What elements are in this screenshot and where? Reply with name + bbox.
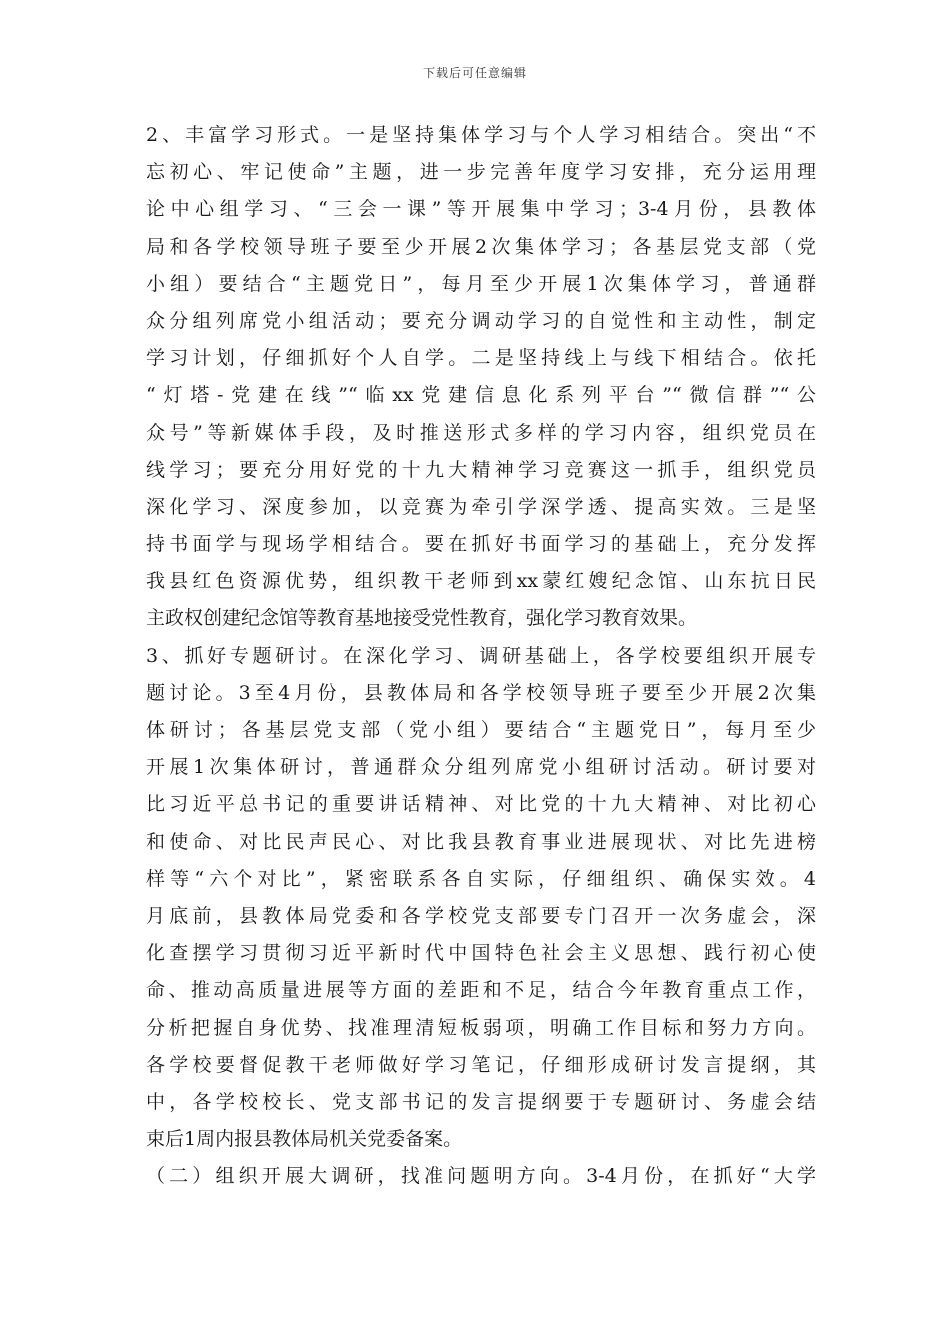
- text-line: 我县红色资源优势，组织教干老师到xx蒙红嫂纪念馆、山东抗日民: [146, 570, 816, 593]
- text-line: 和使命、对比民声民心、对比我县教育事业进展现状、对比先进榜: [146, 830, 816, 853]
- text-line: 持书面学与现场学相结合。要在抓好书面学习的基础上，充分发挥: [146, 533, 816, 556]
- text-line: 深化学习、深度参加，以竞赛为牵引学深学透、提高实效。三是坚: [146, 495, 816, 518]
- text-line: 2、丰富学习形式。一是坚持集体学习与个人学习相结合。突出“不: [146, 124, 816, 146]
- text-line: “灯塔-党建在线”“临xx党建信息化系列平台”“微信群”“公: [146, 384, 816, 407]
- text-line: 化查摆学习贯彻习近平新时代中国特色社会主义思想、践行初心使: [146, 942, 816, 965]
- document-body: [146, 117, 816, 1195]
- text-line: 各学校要督促教干老师做好学习笔记，仔细形成研讨发言提纲，其: [146, 1053, 816, 1076]
- text-line: 众号”等新媒体手段，及时推送形式多样的学习内容，组织党员在: [146, 421, 816, 444]
- text-line: 论中心组学习、“三会一课”等开展集中学习；3-4月份，县教体: [146, 198, 816, 221]
- text-line: 分析把握自身优势、找准理清短板弱项，明确工作目标和努力方向。: [146, 1016, 816, 1039]
- text-line: 体研讨；各基层党支部（党小组）要结合“主题党日”，每月至少: [146, 719, 816, 741]
- text-line: 众分组列席党小组活动；要充分调动学习的自觉性和主动性，制定: [146, 309, 816, 332]
- text-line: 忘初心、牢记使命”主题，进一步完善年度学习安排，充分运用理: [146, 161, 816, 184]
- text-line: 小组）要结合“主题党日”，每月至少开展1次集体学习，普通群: [146, 272, 816, 295]
- text-line: 线学习；要充分用好党的十九大精神学习竞赛这一抓手，组织党员: [146, 458, 816, 481]
- text-line: 样等“六个对比”，紧密联系各自实际，仔细组织、确保实效。4: [146, 867, 816, 890]
- text-line: 题讨论。3至4月份，县教体局和各学校领导班子要至少开展2次集: [146, 681, 816, 704]
- text-line: 主政权创建纪念馆等教育基地接受党性教育，强化学习教育效果。: [146, 607, 698, 630]
- text-line: （二）组织开展大调研，找准问题明方向。3-4月份，在抓好“大学: [146, 1165, 816, 1188]
- text-line: 学习计划，仔细抓好个人自学。二是坚持线上与线下相结合。依托: [146, 347, 816, 370]
- text-line: 束后1周内报县教体局机关党委备案。: [146, 1128, 463, 1151]
- text-line: 开展1次集体研讨，普通群众分组列席党小组研讨活动。研讨要对: [146, 756, 816, 779]
- text-line: 3、抓好专题研讨。在深化学习、调研基础上，各学校要组织开展专: [146, 644, 816, 667]
- text-line: 月底前，县教体局党委和各学校党支部要专门召开一次务虚会，深: [146, 904, 816, 927]
- text-line: 比习近平总书记的重要讲话精神、对比党的十九大精神、对比初心: [146, 793, 816, 816]
- page-header: 下载后可任意编辑: [422, 66, 527, 80]
- text-line: 命、推动高质量进展等方面的差距和不足，结合今年教育重点工作，: [146, 979, 816, 1002]
- text-line: 局和各学校领导班子要至少开展2次集体学习；各基层党支部（党: [146, 235, 816, 258]
- text-line: 中，各学校校长、党支部书记的发言提纲要于专题研讨、务虚会结: [146, 1090, 816, 1113]
